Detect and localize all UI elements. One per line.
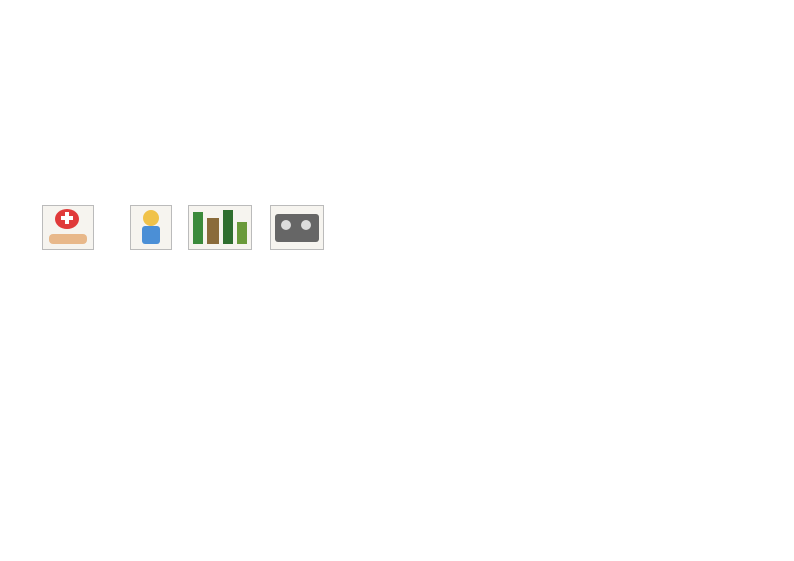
picture-c xyxy=(188,205,252,250)
girl-head-icon xyxy=(143,210,159,226)
picture-b xyxy=(130,205,172,250)
picture-a xyxy=(42,205,94,250)
picture-d xyxy=(270,205,324,250)
